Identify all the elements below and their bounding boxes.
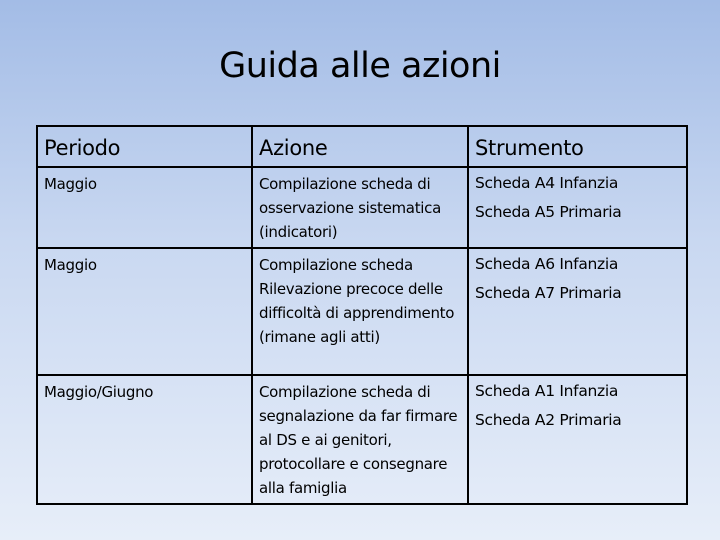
action-cell bbox=[252, 375, 468, 504]
table-header-row bbox=[37, 126, 687, 167]
tool-cell bbox=[468, 167, 687, 248]
action-text: Compilazione scheda di osservazione sistematica (indicatori) bbox=[259, 175, 441, 241]
table-row bbox=[37, 375, 687, 504]
tool-infanzia: Scheda A4 Infanzia bbox=[475, 174, 619, 192]
tool-infanzia: Scheda A1 Infanzia bbox=[475, 382, 619, 400]
header-azione: Azione bbox=[252, 126, 468, 167]
tool-cell bbox=[468, 248, 687, 375]
tool-infanzia: Scheda A6 Infanzia bbox=[475, 255, 619, 273]
action-cell bbox=[252, 167, 468, 248]
action-text: Compilazione scheda di segnalazione da far firmare al DS e ai genitori, protocollare e consegnare alla famiglia bbox=[259, 383, 458, 497]
tool-cell bbox=[468, 375, 687, 504]
action-text: Compilazione scheda Rilevazione precoce delle difficoltà di apprendimento (rimane agli atti) bbox=[259, 256, 455, 346]
header-strumento: Strumento bbox=[468, 126, 687, 167]
period-cell: Maggio/Giugno bbox=[37, 375, 252, 504]
table-row bbox=[37, 248, 687, 375]
tool-primaria: Scheda A5 Primaria bbox=[475, 203, 622, 221]
action-cell bbox=[252, 248, 468, 375]
period-cell: Maggio bbox=[37, 248, 252, 375]
table-row bbox=[37, 167, 687, 248]
slide-title: Guida alle azioni bbox=[219, 46, 501, 86]
actions-table bbox=[36, 125, 688, 505]
header-periodo: Periodo bbox=[37, 126, 252, 167]
tool-primaria: Scheda A2 Primaria bbox=[475, 411, 622, 429]
tool-primaria: Scheda A7 Primaria bbox=[475, 284, 622, 302]
period-cell: Maggio bbox=[37, 167, 252, 248]
